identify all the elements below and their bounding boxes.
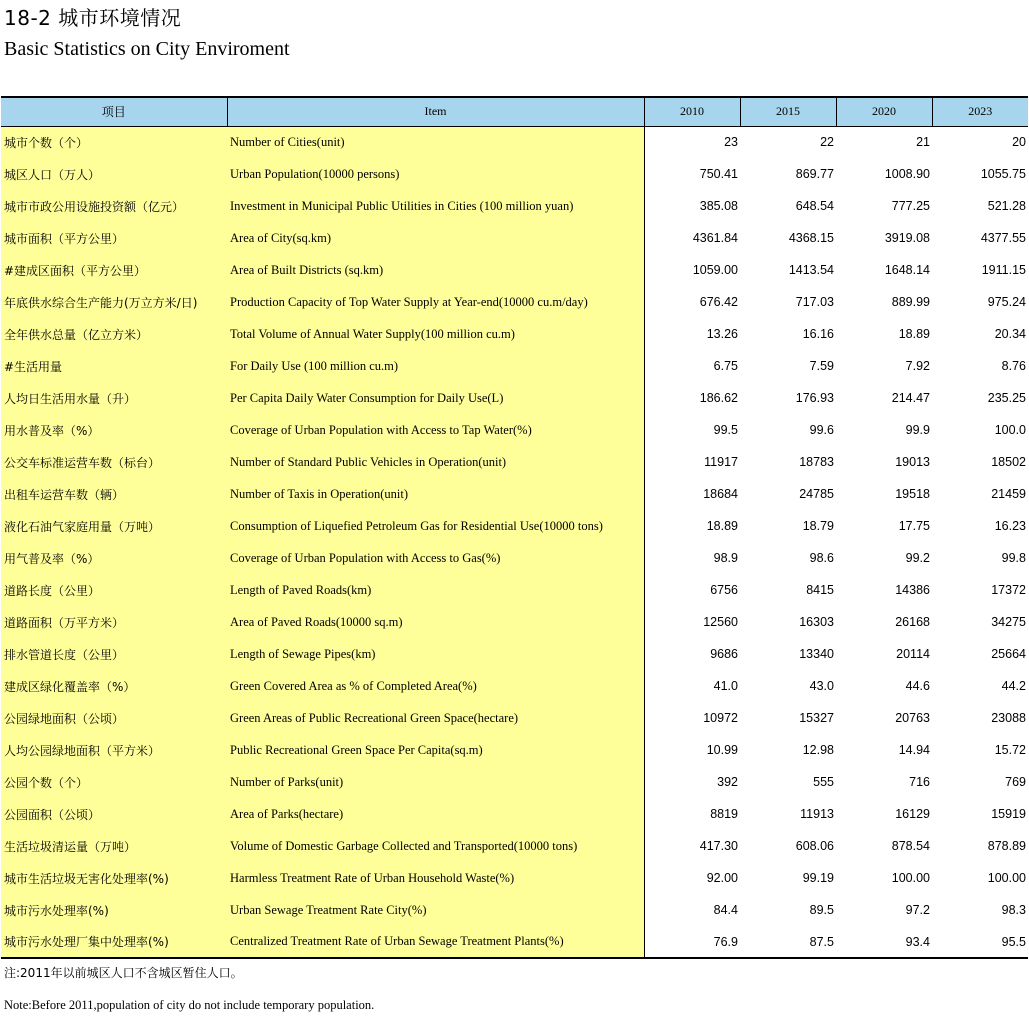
table-row	[1, 158, 1028, 190]
table-row	[1, 126, 1028, 158]
value-2023: 769	[1005, 775, 1026, 789]
row-label-en: Coverage of Urban Population with Access to Tap Water(%)	[227, 414, 644, 446]
row-label-en: Area of Paved Roads(10000 sq.m)	[227, 606, 644, 638]
value-2020: 777.25	[891, 199, 930, 213]
value-2015: 176.93	[795, 391, 834, 405]
value-2020: 97.2	[905, 903, 930, 917]
value-2010: 18684	[703, 487, 738, 501]
value-2015: 869.77	[795, 167, 834, 181]
row-label-cn: 人均公园绿地面积（平方米）	[1, 734, 227, 766]
row-label-cn: 全年供水总量（亿立方米）	[1, 318, 227, 350]
row-label-cn: #生活用量	[1, 350, 227, 382]
row-label-cn: 城市污水处理率(%)	[1, 894, 227, 926]
value-2010: 1059.00	[692, 263, 738, 277]
value-2020: 26168	[895, 615, 930, 629]
value-2010: 18.89	[706, 519, 738, 533]
row-label-en: Number of Cities(unit)	[227, 126, 644, 158]
value-2020: 19013	[895, 455, 930, 469]
table-row	[1, 574, 1028, 606]
row-label-en: Urban Population(10000 persons)	[227, 158, 644, 190]
footnote-cn: 注:2011年以前城区人口不含城区暂住人口。	[4, 966, 243, 980]
value-2023: 34275	[991, 615, 1026, 629]
value-2015: 11913	[800, 807, 834, 821]
row-label-cn: 人均日生活用水量（升）	[1, 382, 227, 414]
row-label-en: For Daily Use (100 million cu.m)	[227, 350, 644, 382]
value-2020: 1008.90	[884, 167, 930, 181]
value-2023: 1055.75	[980, 167, 1026, 181]
value-2010: 6.75	[713, 359, 738, 373]
value-2023: 521.28	[987, 199, 1026, 213]
value-2020: 716	[909, 775, 930, 789]
row-label-en: Public Recreational Green Space Per Capita(sq.m)	[227, 734, 644, 766]
value-2015: 18.79	[802, 519, 834, 533]
table-row	[1, 286, 1028, 318]
row-label-cn: 公园绿地面积（公顷）	[1, 702, 227, 734]
value-2015: 13340	[799, 647, 834, 661]
value-2023: 100.00	[987, 871, 1026, 885]
row-label-cn: 城市生活垃圾无害化处理率(%)	[1, 862, 227, 894]
row-label-en: Number of Parks(unit)	[227, 766, 644, 798]
page-title-cn: 18-2 城市环境情况	[4, 6, 182, 30]
row-label-cn: 公交车标准运营车数（标台）	[1, 446, 227, 478]
row-label-en: Area of City(sq.km)	[227, 222, 644, 254]
value-2015: 98.6	[809, 551, 834, 565]
footnote-en: Note:Before 2011,population of city do not include temporary population.	[4, 998, 375, 1012]
row-label-en: Total Volume of Annual Water Supply(100 million cu.m)	[227, 318, 644, 350]
value-2010: 6756	[710, 583, 738, 597]
value-2023: 878.89	[987, 839, 1026, 853]
statistics-table	[1, 96, 1028, 959]
table-row	[1, 414, 1028, 446]
value-2023: 15919	[991, 807, 1026, 821]
value-2020: 99.2	[905, 551, 930, 565]
value-2023: 975.24	[987, 295, 1026, 309]
table-row	[1, 670, 1028, 702]
value-2010: 41.0	[713, 679, 738, 693]
table-row	[1, 926, 1028, 958]
value-2023: 20.34	[994, 327, 1026, 341]
table-row	[1, 766, 1028, 798]
table-row	[1, 862, 1028, 894]
value-2020: 93.4	[836, 926, 932, 958]
row-label-cn: 液化石油气家庭用量（万吨）	[1, 510, 227, 542]
table-row	[1, 190, 1028, 222]
value-2023: 95.5	[932, 926, 1028, 958]
value-2020: 16129	[895, 807, 930, 821]
value-2015: 16.16	[802, 327, 834, 341]
table-row	[1, 894, 1028, 926]
value-2023: 16.23	[994, 519, 1026, 533]
value-2023: 44.2	[1001, 679, 1026, 693]
row-label-en: Number of Taxis in Operation(unit)	[227, 478, 644, 510]
row-label-cn: 城市面积（平方公里）	[1, 222, 227, 254]
value-2015: 16303	[799, 615, 834, 629]
row-label-en: Coverage of Urban Population with Access to Gas(%)	[227, 542, 644, 574]
value-2020: 100.00	[891, 871, 930, 885]
value-2023: 18502	[991, 455, 1026, 469]
value-2010: 11917	[704, 455, 738, 469]
value-2015: 22	[820, 135, 834, 150]
row-label-cn: 建成区绿化覆盖率（%）	[1, 670, 227, 702]
value-2020: 18.89	[898, 327, 930, 341]
value-2023: 20	[1012, 135, 1026, 150]
row-label-cn: 用气普及率（%）	[1, 542, 227, 574]
row-label-en: Per Capita Daily Water Consumption for Daily Use(L)	[227, 382, 644, 414]
header-item-en: Item	[227, 97, 644, 126]
row-label-cn: 排水管道长度（公里）	[1, 638, 227, 670]
row-label-cn: 生活垃圾清运量（万吨）	[1, 830, 227, 862]
row-label-en: Green Covered Area as % of Completed Area(%)	[227, 670, 644, 702]
value-2015: 24785	[799, 487, 834, 501]
row-label-cn: 城市市政公用设施投资额（亿元）	[1, 190, 227, 222]
value-2010: 4361.84	[692, 231, 738, 245]
header-year-2010: 2010	[644, 97, 740, 126]
table-row	[1, 382, 1028, 414]
table-row	[1, 638, 1028, 670]
row-label-en: Centralized Treatment Rate of Urban Sewage Treatment Plants(%)	[227, 926, 644, 958]
value-2020: 99.9	[905, 423, 930, 437]
row-label-cn: 年底供水综合生产能力(万立方米/日)	[1, 286, 227, 318]
value-2023: 23088	[991, 711, 1026, 725]
row-label-cn: 城市个数（个）	[1, 126, 227, 158]
value-2015: 87.5	[740, 926, 836, 958]
table-row	[1, 222, 1028, 254]
table-row	[1, 702, 1028, 734]
value-2015: 99.6	[809, 423, 834, 437]
value-2015: 7.59	[809, 359, 834, 373]
value-2020: 19518	[895, 487, 930, 501]
value-2010: 98.9	[713, 551, 738, 565]
page-title-en: Basic Statistics on City Enviroment	[4, 38, 290, 60]
value-2023: 100.0	[994, 423, 1026, 437]
value-2023: 4377.55	[980, 231, 1026, 245]
table-row	[1, 830, 1028, 862]
value-2020: 14.94	[898, 743, 930, 757]
value-2023: 8.76	[1001, 359, 1026, 373]
value-2020: 7.92	[905, 359, 930, 373]
value-2023: 15.72	[994, 743, 1026, 757]
row-label-cn: 用水普及率（%）	[1, 414, 227, 446]
row-label-en: Investment in Municipal Public Utilities in Cities (100 million yuan)	[227, 190, 644, 222]
row-label-cn: #建成区面积（平方公里）	[1, 254, 227, 286]
value-2015: 555	[813, 775, 834, 789]
value-2020: 889.99	[891, 295, 930, 309]
value-2023: 21459	[991, 487, 1026, 501]
value-2010: 676.42	[699, 295, 738, 309]
value-2010: 92.00	[706, 871, 738, 885]
table-row	[1, 478, 1028, 510]
value-2010: 76.9	[644, 926, 740, 958]
value-2010: 750.41	[699, 167, 738, 181]
table-row	[1, 798, 1028, 830]
value-2015: 15327	[799, 711, 834, 725]
value-2010: 12560	[703, 615, 738, 629]
value-2015: 43.0	[809, 679, 834, 693]
row-label-cn: 公园面积（公顷）	[1, 798, 227, 830]
row-label-cn: 道路长度（公里）	[1, 574, 227, 606]
value-2015: 18783	[799, 455, 834, 469]
table-row	[1, 254, 1028, 286]
table-row	[1, 510, 1028, 542]
value-2010: 10.99	[706, 743, 738, 757]
row-label-en: Harmless Treatment Rate of Urban Household Waste(%)	[227, 862, 644, 894]
value-2010: 99.5	[713, 423, 738, 437]
table-row	[1, 542, 1028, 574]
value-2015: 12.98	[802, 743, 834, 757]
row-label-en: Length of Sewage Pipes(km)	[227, 638, 644, 670]
value-2015: 1413.54	[788, 263, 834, 277]
row-label-en: Production Capacity of Top Water Supply at Year-end(10000 cu.m/day)	[227, 286, 644, 318]
value-2020: 17.75	[898, 519, 930, 533]
value-2010: 23	[724, 135, 738, 150]
table-row	[1, 446, 1028, 478]
table-row	[1, 606, 1028, 638]
value-2020: 20114	[896, 647, 930, 661]
row-label-en: Green Areas of Public Recreational Green Space(hectare)	[227, 702, 644, 734]
value-2020: 878.54	[891, 839, 930, 853]
value-2020: 1648.14	[884, 263, 930, 277]
value-2023: 25664	[991, 647, 1026, 661]
table-row	[1, 318, 1028, 350]
value-2023: 98.3	[1001, 903, 1026, 917]
row-label-en: Consumption of Liquefied Petroleum Gas for Residential Use(10000 tons)	[227, 510, 644, 542]
row-label-en: Number of Standard Public Vehicles in Operation(unit)	[227, 446, 644, 478]
value-2010: 385.08	[699, 199, 738, 213]
value-2020: 21	[916, 135, 930, 150]
value-2010: 9686	[710, 647, 738, 661]
row-label-cn: 出租车运营车数（辆）	[1, 478, 227, 510]
value-2010: 392	[717, 775, 738, 789]
value-2015: 8415	[806, 583, 834, 597]
row-label-cn: 公园个数（个）	[1, 766, 227, 798]
value-2015: 89.5	[809, 903, 834, 917]
value-2015: 99.19	[802, 871, 834, 885]
value-2023: 99.8	[1001, 551, 1026, 565]
value-2020: 214.47	[891, 391, 930, 405]
value-2023: 17372	[991, 583, 1026, 597]
value-2020: 3919.08	[884, 231, 930, 245]
value-2010: 10972	[703, 711, 738, 725]
row-label-en: Volume of Domestic Garbage Collected and Transported(10000 tons)	[227, 830, 644, 862]
header-year-2023: 2023	[932, 97, 1028, 126]
row-label-en: Urban Sewage Treatment Rate City(%)	[227, 894, 644, 926]
row-label-en: Area of Parks(hectare)	[227, 798, 644, 830]
value-2010: 417.30	[699, 839, 738, 853]
row-label-cn: 城市污水处理厂集中处理率(%)	[1, 926, 227, 958]
header-year-2020: 2020	[836, 97, 932, 126]
value-2010: 84.4	[713, 903, 738, 917]
value-2015: 608.06	[795, 839, 834, 853]
table-body	[1, 126, 1028, 958]
row-label-en: Area of Built Districts (sq.km)	[227, 254, 644, 286]
table-row	[1, 350, 1028, 382]
value-2010: 186.62	[699, 391, 738, 405]
table-row	[1, 734, 1028, 766]
row-label-cn: 城区人口（万人）	[1, 158, 227, 190]
value-2023: 235.25	[987, 391, 1026, 405]
value-2015: 4368.15	[788, 231, 834, 245]
header-item-cn: 项目	[1, 97, 227, 126]
value-2015: 648.54	[795, 199, 834, 213]
value-2010: 8819	[710, 807, 738, 821]
value-2020: 44.6	[905, 679, 930, 693]
table-header-row	[1, 97, 1028, 126]
value-2020: 14386	[895, 583, 930, 597]
row-label-cn: 道路面积（万平方米）	[1, 606, 227, 638]
header-year-2015: 2015	[740, 97, 836, 126]
value-2010: 13.26	[706, 327, 738, 341]
value-2020: 20763	[895, 711, 930, 725]
row-label-en: Length of Paved Roads(km)	[227, 574, 644, 606]
value-2015: 717.03	[795, 295, 834, 309]
value-2023: 1911.15	[981, 263, 1026, 277]
